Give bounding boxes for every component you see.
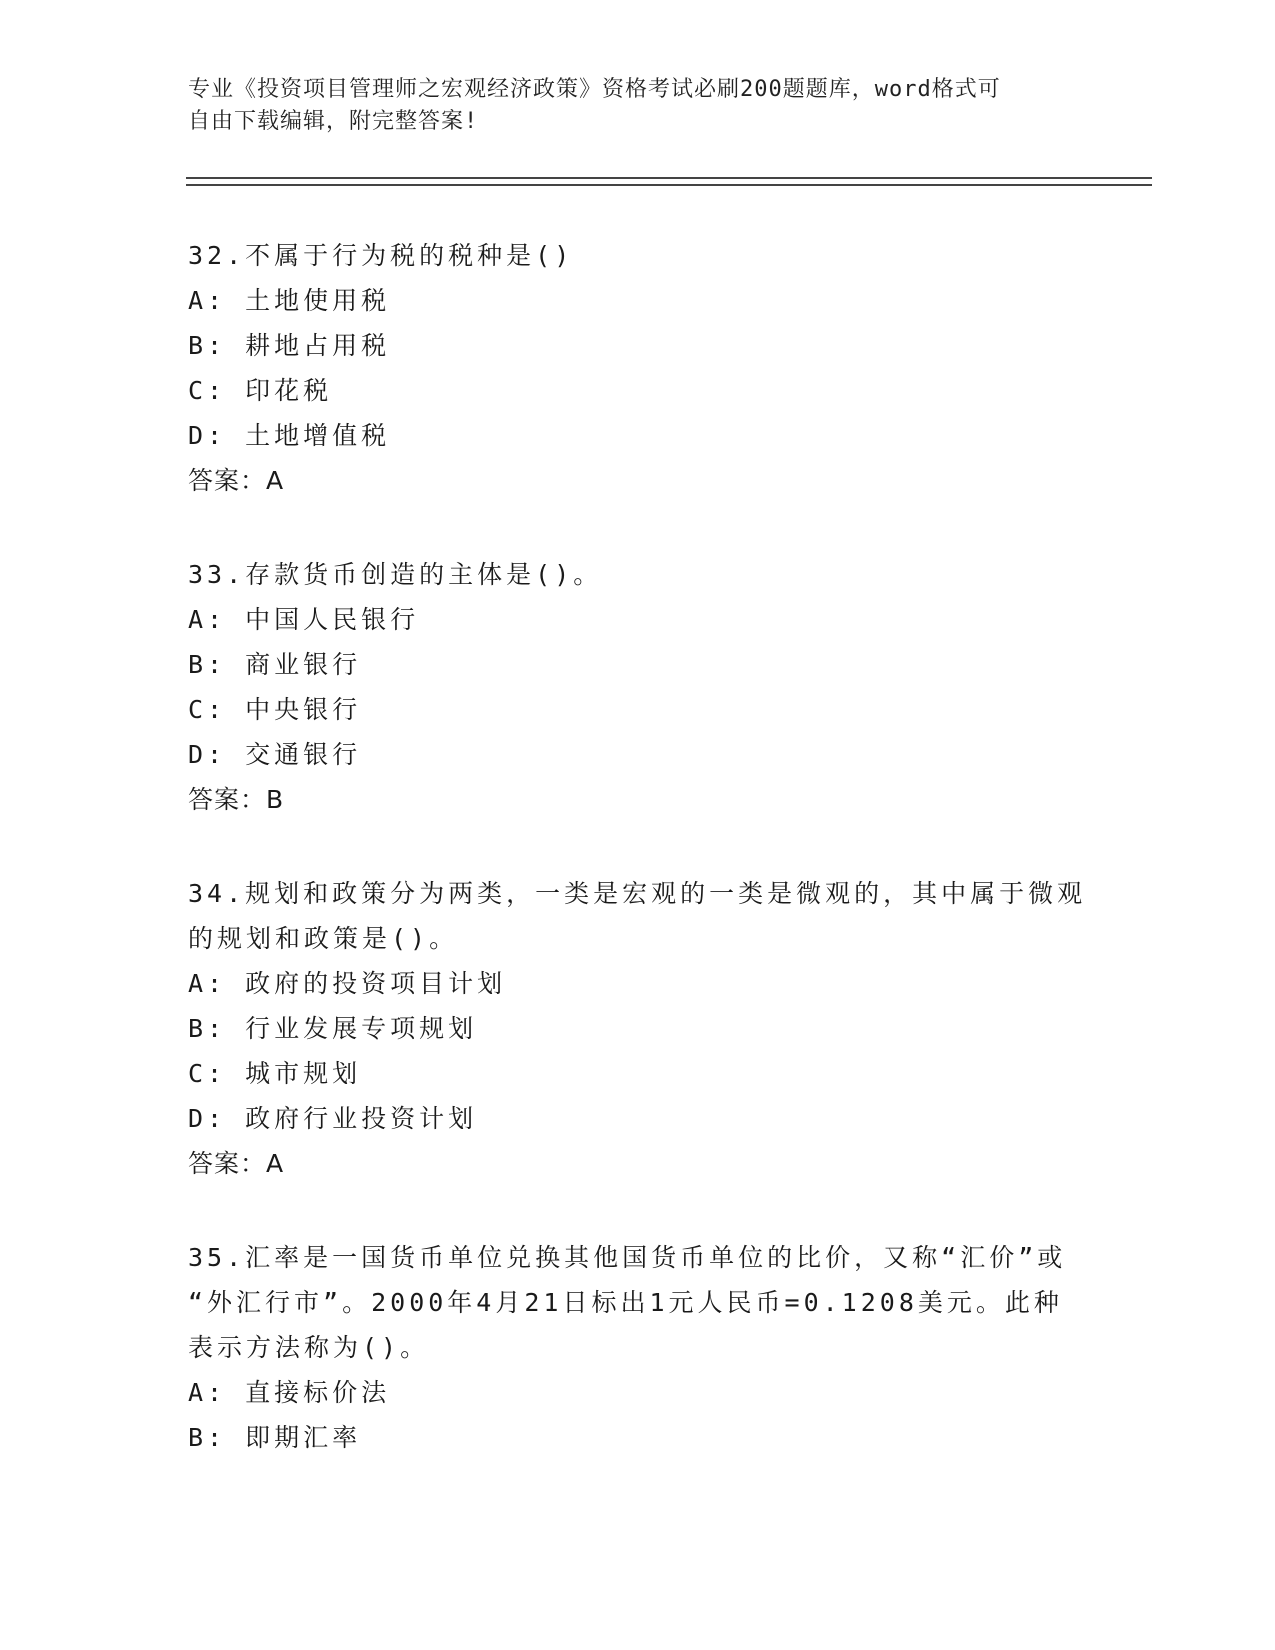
header-title-line-2: 自由下载编辑，附完整答案! (188, 109, 479, 134)
option-b: B: 商业银行 (188, 650, 362, 679)
option-b: B: 耕地占用税 (188, 331, 391, 360)
header-divider-top (186, 177, 1152, 179)
question-stem: 32.不属于行为税的税种是() (188, 241, 574, 270)
option-c: C: 印花税 (188, 376, 333, 405)
question-34 (188, 871, 1088, 1186)
question-stem: 35.汇率是一国货币单位兑换其他国货币单位的比价，又称“汇价”或 (188, 1243, 1067, 1272)
option-d: D: 土地增值税 (188, 421, 391, 450)
question-stem: 34.规划和政策分为两类，一类是宏观的一类是微观的，其中属于微观 (188, 879, 1087, 908)
answer-line: 答案：A (188, 466, 285, 495)
option-a: A: 中国人民银行 (188, 605, 420, 634)
option-a: A: 政府的投资项目计划 (188, 969, 507, 998)
option-d: D: 政府行业投资计划 (188, 1104, 478, 1133)
option-d: D: 交通银行 (188, 740, 362, 769)
question-35 (188, 1235, 1088, 1460)
header-title-line-1: 专业《投资项目管理师之宏观经济政策》资格考试必刷200题题库，word格式可 (188, 77, 1001, 102)
question-32 (188, 233, 1088, 503)
question-33 (188, 552, 1088, 822)
header-divider-bottom (186, 184, 1152, 186)
question-stem-continued: 表示方法称为()。 (188, 1333, 430, 1362)
answer-line: 答案：B (188, 785, 285, 814)
question-stem-continued: 的规划和政策是()。 (188, 924, 459, 953)
option-b: B: 行业发展专项规划 (188, 1014, 478, 1043)
option-a: A: 土地使用税 (188, 286, 391, 315)
question-stem: 33.存款货币创造的主体是()。 (188, 560, 603, 589)
option-c: C: 城市规划 (188, 1059, 362, 1088)
option-c: C: 中央银行 (188, 695, 362, 724)
option-b: B: 即期汇率 (188, 1423, 362, 1452)
answer-line: 答案：A (188, 1149, 285, 1178)
document-header (188, 74, 1068, 138)
option-a: A: 直接标价法 (188, 1378, 391, 1407)
question-stem-continued: “外汇行市”。2000年4月21日标出1元人民币=0.1208美元。此种 (188, 1288, 1063, 1317)
